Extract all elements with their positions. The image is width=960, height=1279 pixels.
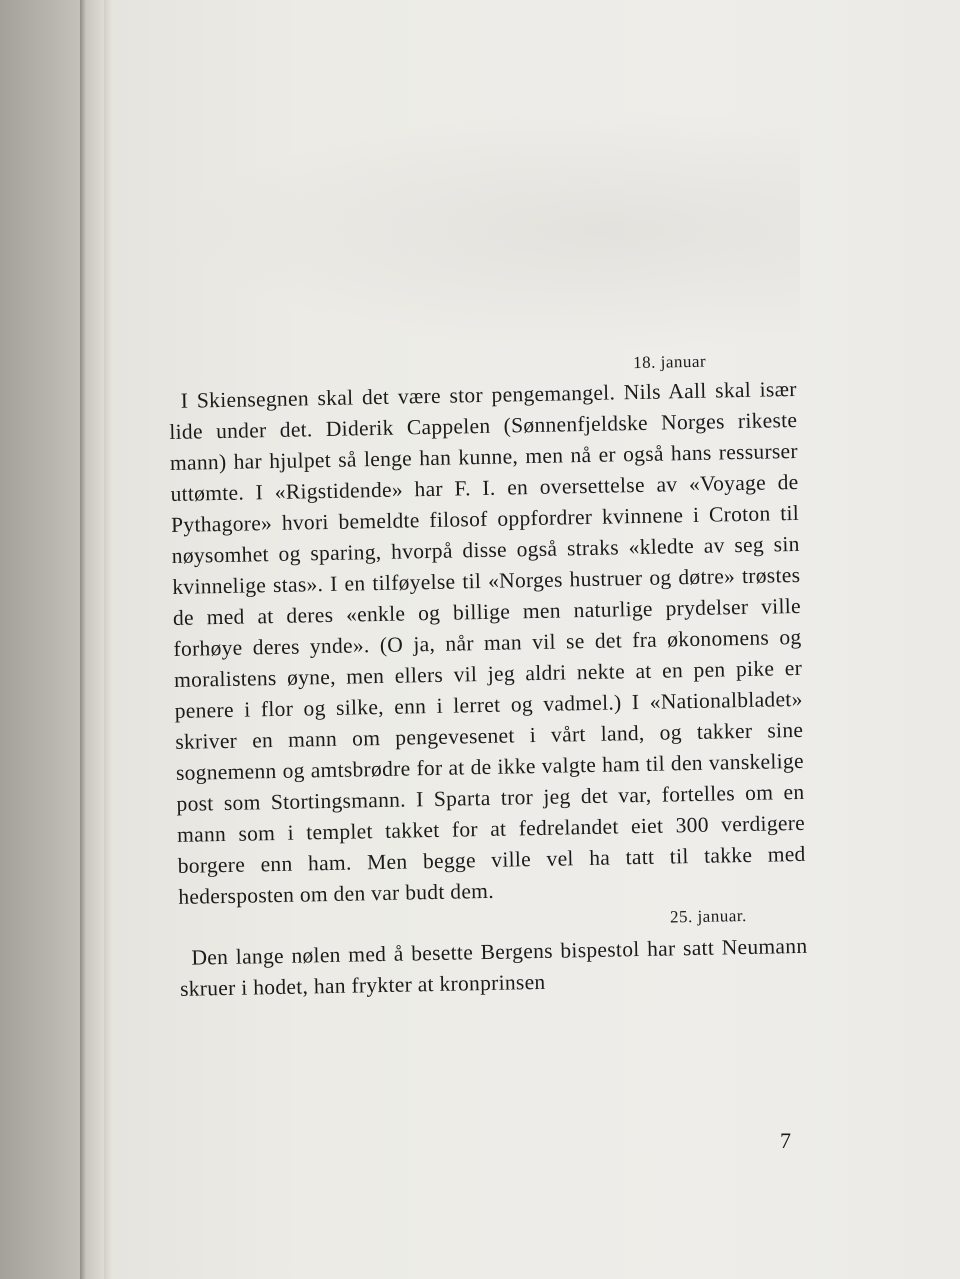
entry-paragraph: I Skiensegnen skal det være stor pengemangel. Nils Aall skal især lide under det. Diderik Cappelen (Sønnenfjeldske Norges rikeste mann) har hjulpet så lenge han kunne, men nå er også hans ressurser uttømte. I «Rigstidende» har F. I. en oversettelse av «Voyage de Pythagore» hvori bemeldte filosof oppfordrer kvinnene i Croton til nøysomhet og sparing, hvorpå disse også straks «kledte av seg sin kvinnelige stas». I en tilføyelse til «Norges hustruer og døtre» trøstes de med at deres «enkle og billige men naturlige prydelser ville forhøye deres ynde». (O ja, når man vil se det fra økonomens og moralistens øyne, men ellers vil jeg aldri nekte at en pen pike er penere i flor og silke, enn i lerret og vadmel.) I «Nationalbladet» skriver en mann om pengevesenet i vårt land, og takker sine sognemenn og amtsbrødre for at de ikke valgte ham til den vanskelige post som Stortingsmann. I Sparta tror jeg det var, fortelles om en mann som i templet takket for at fedrelandet eiet 300 verdigere borgere enn ham. Men begge ville vel ha tatt til takke med hedersposten om den var budt dem. xyxy=(169,376,806,909)
page-text xyxy=(168,348,808,1005)
entry-date: 18. januar xyxy=(632,351,707,373)
entry-date: 25. januar. xyxy=(669,905,747,927)
bleed-through-shadow xyxy=(180,110,800,350)
entry-paragraph: Den lange nølen med å besette Bergens bispestol har satt Neumann skruer i hodet, han frykter at kronprinsen xyxy=(179,933,808,1001)
book-gutter xyxy=(80,0,104,1279)
left-page-edge xyxy=(0,0,80,1279)
page-number: 7 xyxy=(780,1128,791,1153)
